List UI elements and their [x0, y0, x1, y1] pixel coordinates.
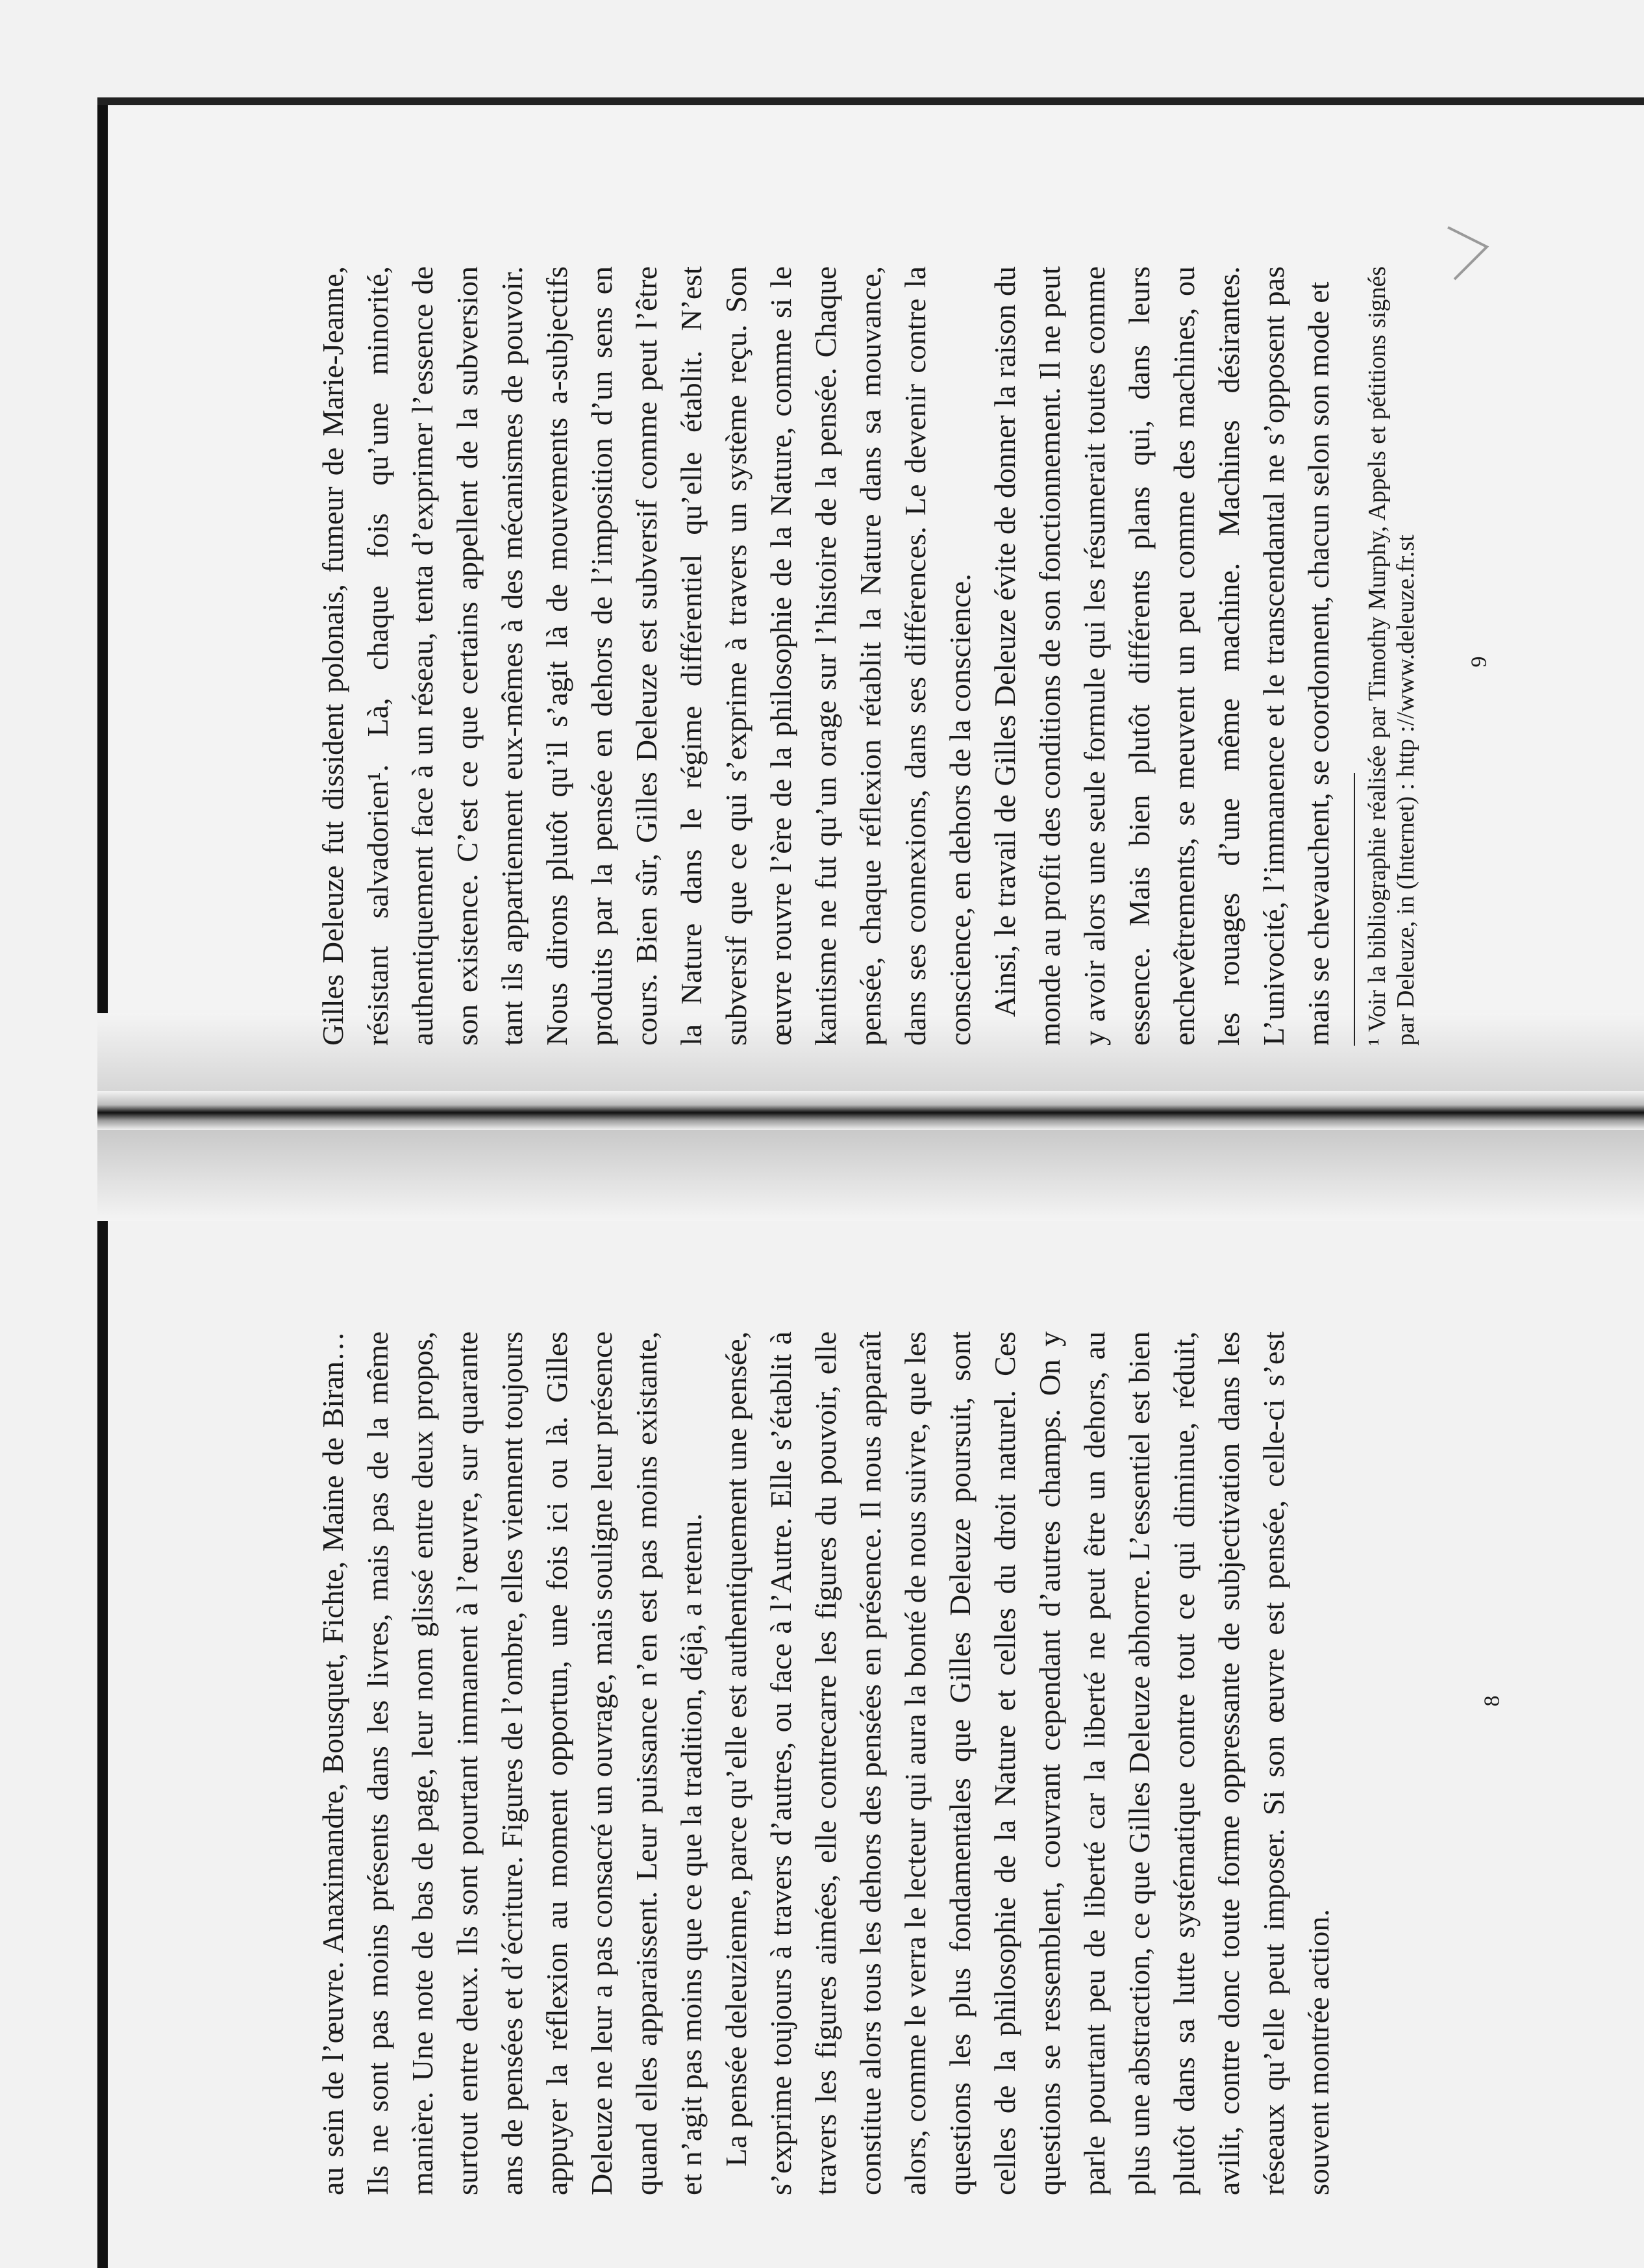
- footnote-rule: [1354, 773, 1355, 1046]
- page-8: [310, 1331, 1453, 2195]
- page-number-8: 8: [1480, 1695, 1504, 1707]
- page-9: [310, 266, 1453, 1046]
- book-gutter: [97, 1091, 1644, 1130]
- page-number-9: 9: [1467, 656, 1491, 668]
- paragraph: Ainsi, le travail de Gilles Deleuze évite de donner la raison du monde au profit des conditions de son fonctionnement. Il ne peut y avoir alors une seule formule qui les résumerait toutes comme essence. Mais bien plutôt différents plans qui, dans leurs enchevêtrements, se meuvent un peu comme des machines, ou les rouages d’une même machine. Machines désirantes. L’univocité, l’immanence et le transcendantal ne s’opposent pas mais se chevauchent, se coordonnent, chacun selon son mode et: [988, 266, 1335, 1046]
- book-edge-top: [97, 97, 1644, 105]
- page-8-body: [310, 1331, 1341, 2195]
- paragraph: La pensée deleuzienne, parce qu’elle est authentiquement une pensée, s’exprime toujours à travers d’autres, ou face à l’Autre. Elle s’établit à travers les figures aimées, elle contrecarre les figures du pouvoir, elle constitue alors tous les dehors des pensées en présence. Il nous apparaît alors, comme le verra le lecteur qui aura la bonté de nous suivre, que les questions les plus fondamentales que Gilles Deleuze poursuit, sont celles de la philosophie de la Nature et celles du droit naturel. Ces questions se ressemblent, couvrant cependant d’autres champs. On y parle pourtant peu de liberté car la liberté ne peut être un dehors, au plus une abstraction, ce que Gilles Deleuze abhorre. L’essentiel est bien plutôt dans sa lutte systématique contre tout ce qui diminue, réduit, avilit, contre donc toute forme oppressante de subjectivation dans les réseaux qu’elle peut imposer. Si son œuvre est pensée, celle-ci s’est souvent montrée action.: [719, 1331, 1335, 2195]
- gutter-shadow: [97, 1130, 1644, 1221]
- page-9-body: [310, 266, 1341, 1046]
- paragraph: au sein de l’œuvre. Anaximandre, Bousquet, Fichte, Maine de Biran… Ils ne sont pas moins présents dans les livres, mais pas de la même manière. Une note de bas de page, leur nom glissé entre deux propos, surtout entre deux. Ils sont pourtant immanent à l’œuvre, sur quarante ans de pensées et d’écriture. Figures de l’ombre, elles viennent toujours appuyer la réflexion au moment opportun, une fois ici ou là. Gilles Deleuze ne leur a pas consacré un ouvrage, mais souligne leur présence quand elles apparaissent. Leur puissance n’en est pas moins existante, et n’agit pas moins que ce que la tradition, déjà, a retenu.: [316, 1331, 708, 2195]
- paragraph: Gilles Deleuze fut dissident polonais, fumeur de Marie-Jeanne, résistant salvadorien¹. Là, chaque fois qu’une minorité, authentiquement face à un réseau, tenta d’exprimer l’essence de son existence. C’est ce que certains appellent de la subversion tant ils appartiennent eux-mêmes à des mécanismes de pouvoir. Nous dirons plutôt qu’il s’agit là de mouvements a-subjectifs produits par la pensée en dehors de l’imposition d’un sens en cours. Bien sûr, Gilles Deleuze est subversif comme peut l’être la Nature dans le régime différentiel qu’elle établit. N’est subversif que ce qui s’exprime à travers un système reçu. Son œuvre rouvre l’ère de la philosophie de la Nature, comme si le kantisme ne fut qu’un orage sur l’histoire de la pensée. Chaque pensée, chaque réflexion rétablit la Nature dans sa mouvance, dans ses connexions, dans ses différences. Le devenir contre la conscience, en dehors de la conscience.: [316, 266, 977, 1046]
- footnote: ¹ Voir la bibliographie réalisée par Timothy Murphy, Appels et pétitions signés par Deleuze, in (Internet) : http ://www.deleuze.fr.st: [1364, 266, 1419, 1046]
